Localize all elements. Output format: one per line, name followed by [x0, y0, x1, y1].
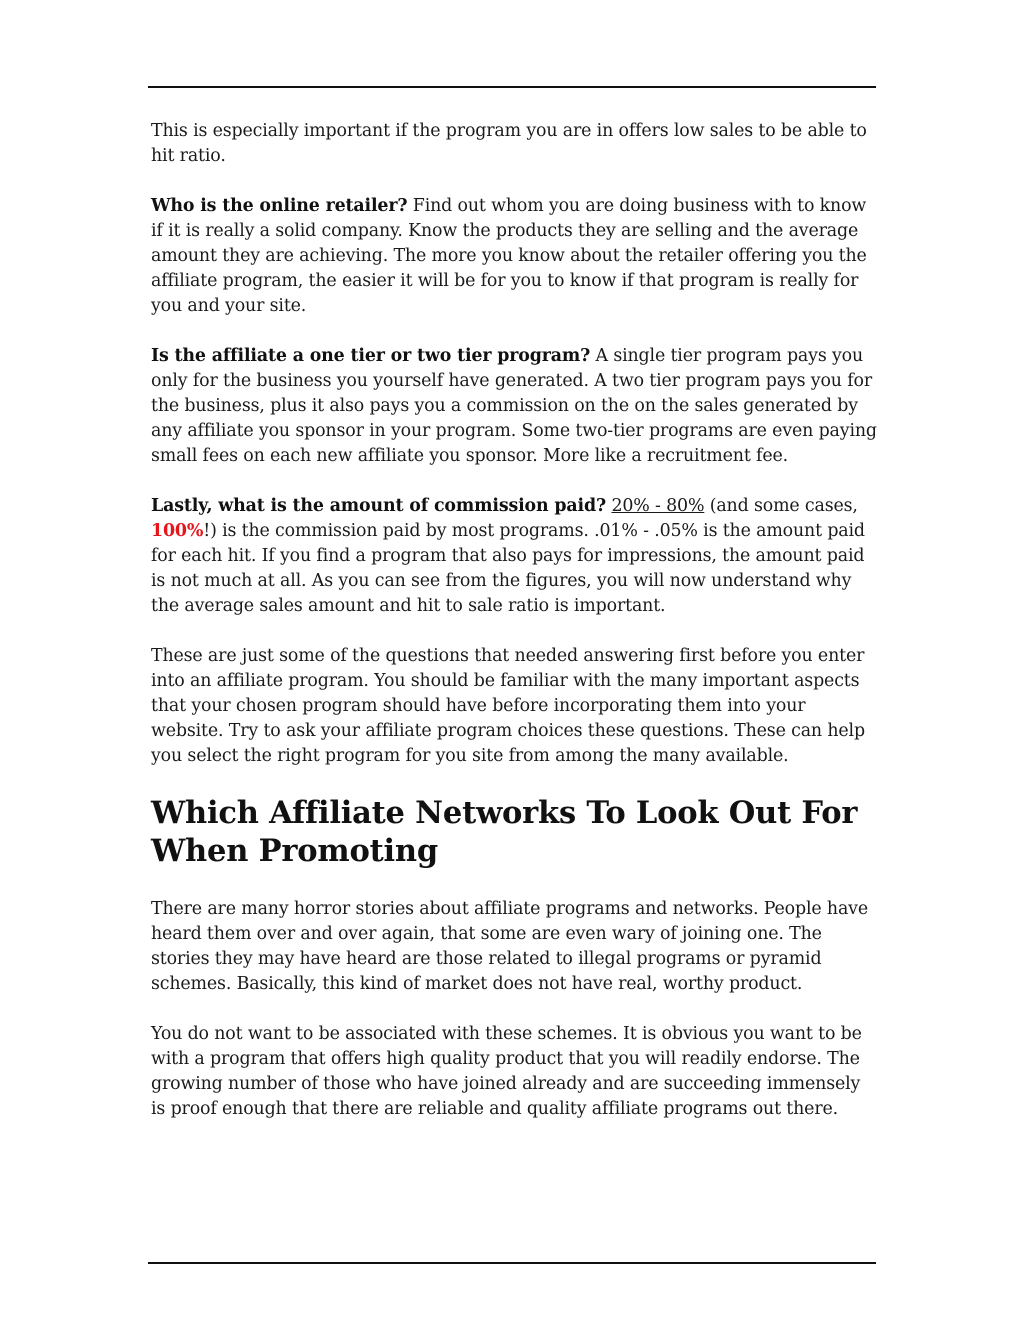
paragraph-online-retailer [151, 194, 879, 319]
highlight-percent: 100% [151, 521, 204, 541]
paragraph-text: A single tier program pays you only for the business you yourself have generated. A two tier program pays you for the business, plus it also pays you a commission on the on the sales generated by any affiliate you sponsor in your program. Some two-tier programs are even paying small fees on each new affiliate you sponsor. More like a recruitment fee. [151, 346, 877, 466]
paragraph-tier-program [151, 344, 879, 469]
paragraph-text: !) is the commission paid by most programs. .01% - .05% is the amount paid for each hit. If you find a program that also pays for impressions, the amount paid is not much at all. As you can see from the figures, you will now understand why the average sales amount and hit to sale ratio is important. [151, 521, 865, 616]
paragraph-text: Find out whom you are doing business with to know if it is really a solid company. Know the products they are selling and the average amount they are achieving. The more you know about the retailer offering you the affiliate program, the easier it will be for you to know if that program is really for you and your site. [151, 196, 867, 316]
document-body [151, 119, 879, 1147]
paragraph-horror-stories [151, 897, 879, 997]
paragraph-hit-ratio [151, 119, 879, 169]
paragraph-text: (and some cases, [704, 496, 858, 516]
paragraph-text: This is especially important if the program you are in offers low sales to be able to hit ratio. [151, 121, 867, 166]
paragraph-questions-summary [151, 644, 879, 769]
paragraph-text: There are many horror stories about affiliate programs and networks. People have heard them over and over again, that some are even wary of joining one. The stories they may have heard are those related to illegal programs or pyramid schemes. Basically, this kind of market does not have real, worthy product. [151, 899, 868, 994]
question-heading: Is the affiliate a one tier or two tier program? [151, 346, 591, 366]
question-heading: Lastly, what is the amount of commission paid? [151, 496, 607, 516]
commission-range: 20% - 80% [611, 496, 705, 516]
footer-rule [148, 1262, 876, 1264]
header-rule [148, 86, 876, 88]
paragraph-text: You do not want to be associated with these schemes. It is obvious you want to be with a program that offers high quality product that you will readily endorse. The growing number of those who have joined already and are succeeding immensely is proof enough that there are reliable and quality affiliate programs out there. [151, 1024, 862, 1119]
paragraph-commission [151, 494, 879, 619]
question-heading: Who is the online retailer? [151, 196, 408, 216]
paragraph-quality-programs [151, 1022, 879, 1122]
section-heading: Which Affiliate Networks To Look Out For When Promoting [151, 795, 858, 869]
paragraph-text: These are just some of the questions that needed answering first before you enter into an affiliate program. You should be familiar with the many important aspects that your chosen program should have before incorporating them into your website. Try to ask your affiliate program choices these questions. These can help you select the right program for you site from among the many available. [151, 646, 865, 766]
